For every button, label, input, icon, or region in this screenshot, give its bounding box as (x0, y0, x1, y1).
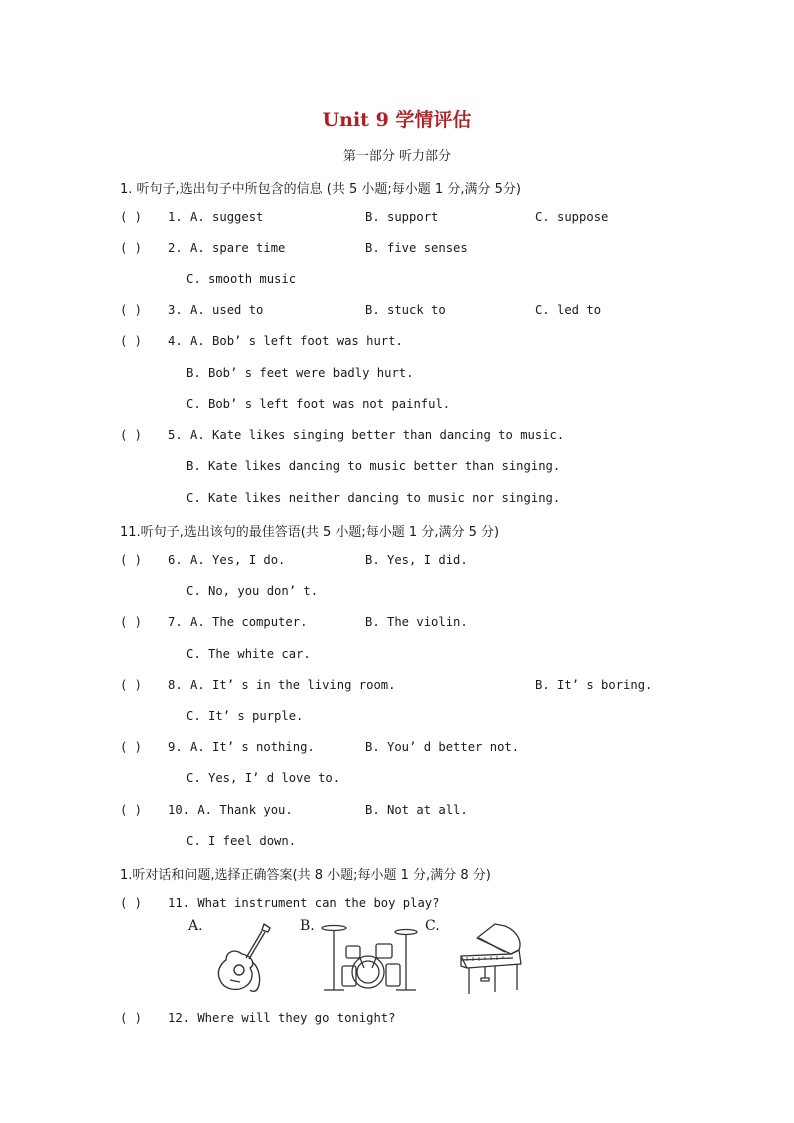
option-c: C. Bob’ s left foot was not painful. (186, 397, 451, 411)
answer-blank[interactable]: ( ) (120, 678, 143, 692)
answer-blank[interactable]: ( ) (120, 896, 143, 910)
question-9: 9. A. It’ s nothing. (168, 740, 315, 754)
option-c: C. I feel down. (186, 834, 297, 848)
answer-blank[interactable]: ( ) (120, 210, 143, 224)
question-10: 10. A. Thank you. (168, 803, 293, 817)
section-heading: 11.听句子,选出该句的最佳答语(共 5 小题;每小题 1 分,满分 5 分) (120, 525, 500, 540)
option-b: B. stuck to (365, 303, 446, 317)
answer-blank[interactable]: ( ) (120, 1011, 143, 1025)
section-heading: 1.听对话和问题,选择正确答案(共 8 小题;每小题 1 分,满分 8 分) (120, 868, 491, 883)
question-4: 4. A. Bob’ s left foot was hurt. (168, 334, 403, 348)
piano-icon[interactable] (455, 920, 527, 998)
picture-option-a-label: A. (188, 918, 203, 934)
option-c: C. Kate likes neither dancing to music nor singing. (186, 491, 561, 505)
answer-blank[interactable]: ( ) (120, 303, 143, 317)
guitar-icon[interactable] (212, 920, 274, 996)
option-c: C. It’ s purple. (186, 709, 304, 723)
question-3: 3. A. used to (168, 303, 264, 317)
option-b: B. five senses (365, 241, 468, 255)
page-title: Unit 9 学情评估 (322, 109, 472, 131)
option-b: B. The violin. (365, 615, 468, 629)
answer-blank[interactable]: ( ) (120, 553, 143, 567)
option-b: B. Bob’ s feet were badly hurt. (186, 366, 414, 380)
answer-blank[interactable]: ( ) (120, 740, 143, 754)
question-7: 7. A. The computer. (168, 615, 308, 629)
option-c: C. smooth music (186, 272, 297, 286)
option-c: C. Yes, I’ d love to. (186, 771, 341, 785)
option-b: B. You’ d better not. (365, 740, 520, 754)
question-2: 2. A. spare time (168, 241, 286, 255)
option-b: B. Not at all. (365, 803, 468, 817)
question-1: 1. A. suggest (168, 210, 264, 224)
drum-kit-icon[interactable] (320, 920, 418, 992)
question-11: 11. What instrument can the boy play? (168, 896, 440, 910)
answer-blank[interactable]: ( ) (120, 615, 143, 629)
answer-blank[interactable]: ( ) (120, 334, 143, 348)
question-12: 12. Where will they go tonight? (168, 1011, 396, 1025)
picture-option-b-label: B. (300, 918, 315, 934)
picture-option-c-label: C. (425, 918, 440, 934)
answer-blank[interactable]: ( ) (120, 241, 143, 255)
answer-blank[interactable]: ( ) (120, 428, 143, 442)
option-c: C. led to (535, 303, 602, 317)
option-b: B. Kate likes dancing to music better than singing. (186, 459, 561, 473)
option-b: B. Yes, I did. (365, 553, 468, 567)
option-c: C. No, you don’ t. (186, 584, 319, 598)
question-8: 8. A. It’ s in the living room. (168, 678, 396, 692)
section-heading: 1. 听句子,选出句子中所包含的信息 (共 5 小题;每小题 1 分,满分 5分) (120, 182, 521, 197)
question-5: 5. A. Kate likes singing better than dancing to music. (168, 428, 565, 442)
option-b: B. support (365, 210, 439, 224)
option-c: C. The white car. (186, 647, 311, 661)
option-b: B. It’ s boring. (535, 678, 653, 692)
option-c: C. suppose (535, 210, 609, 224)
part-subtitle: 第一部分 听力部分 (342, 149, 452, 164)
question-6: 6. A. Yes, I do. (168, 553, 286, 567)
answer-blank[interactable]: ( ) (120, 803, 143, 817)
